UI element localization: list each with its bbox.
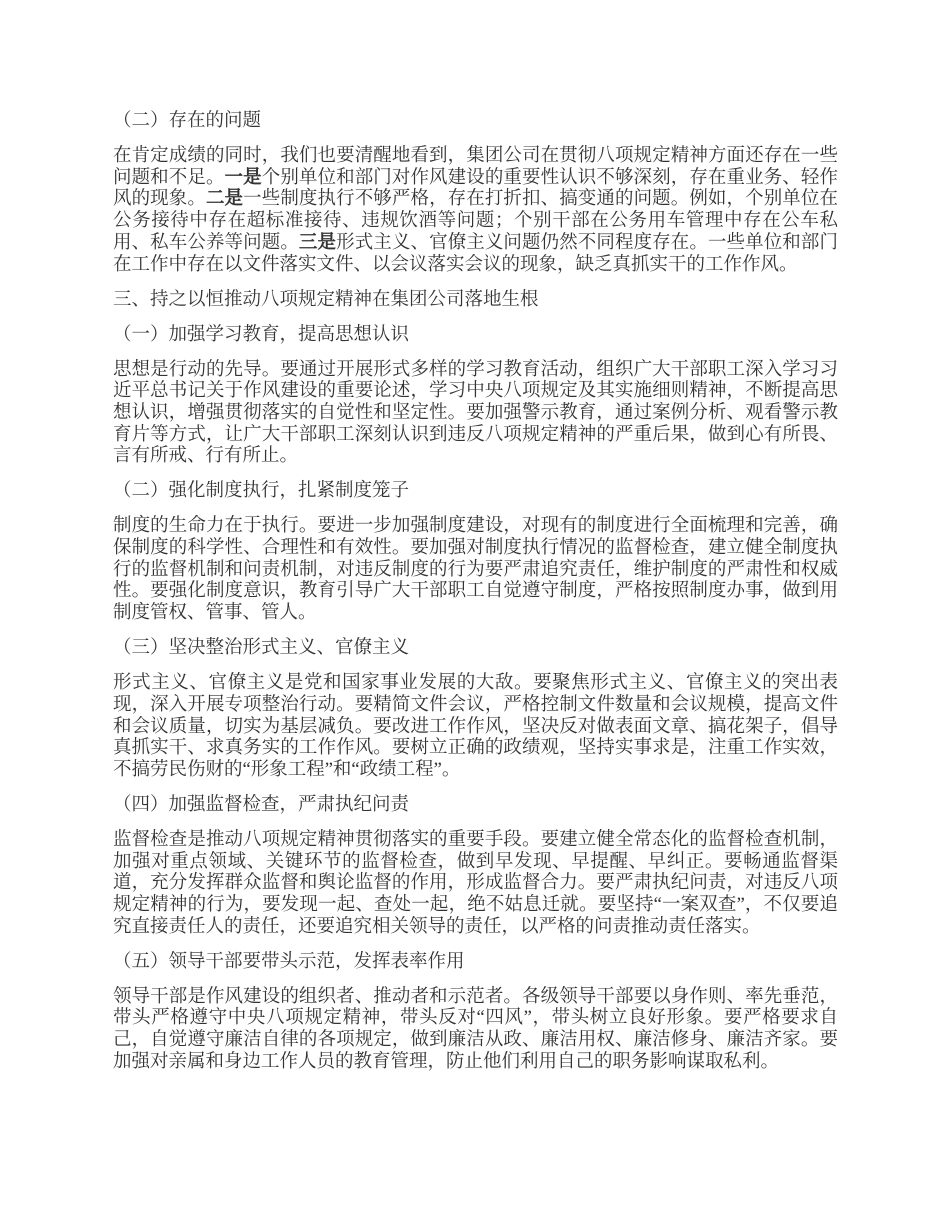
bold-text-run: 三是 bbox=[298, 232, 337, 253]
bold-text-run: 二是 bbox=[205, 189, 244, 210]
section-heading bbox=[113, 481, 838, 503]
body-paragraph bbox=[113, 360, 838, 469]
section-heading bbox=[113, 795, 838, 817]
text-run: （三）坚决整治形式主义、官僚主义 bbox=[113, 638, 410, 659]
section-heading bbox=[113, 111, 838, 133]
section-heading bbox=[113, 290, 838, 312]
text-run: 领导干部是作风建设的组织者、推动者和示范者。各级领导干部要以身作则、率先垂范，带头严格遵守中央八项规定精神，带头反对“四风”，带头树立良好形象。要严格要求自己，自觉遵守廉洁自律的各项规定，做到廉洁从政、廉洁用权、廉洁修身、廉洁齐家。要加强对亲属和身边工作人员的教育管理，防止他们利用自己的职务影响谋取私利。 bbox=[113, 986, 838, 1072]
text-run: 个别单位和部门对作风建设的重要性认识不够深刻，存在重业务、轻作风的现象。 bbox=[113, 167, 838, 210]
text-run: （五）领导干部要带头示范，发挥表率作用 bbox=[113, 951, 465, 972]
text-run: （二）强化制度执行，扎紧制度笼子 bbox=[113, 481, 410, 502]
section-heading bbox=[113, 638, 838, 660]
text-run: 形式主义、官僚主义问题仍然不同程度存在。一些单位和部门在工作中存在以文件落实文件、以会议落实会议的现象，缺乏真抓实干的工作作风。 bbox=[113, 232, 838, 275]
section-heading bbox=[113, 325, 838, 347]
text-run: 思想是行动的先导。要通过开展形式多样的学习教育活动，组织广大干部职工深入学习习近平总书记关于作风建设的重要论述，学习中央八项规定及其实施细则精神，不断提高思想认识，增强贯彻落实的自觉性和坚定性。要加强警示教育，通过案例分析、观看警示教育片等方式，让广大干部职工深刻认识到违反八项规定精神的严重后果，做到心有所畏、言有所戒、行有所止。 bbox=[113, 359, 838, 467]
text-run: 一些制度执行不够严格，存在打折扣、搞变通的问题。例如，个别单位在公务接待中存在超标准接待、违规饮酒等问题；个别干部在公务用车管理中存在公车私用、私车公养等问题。 bbox=[113, 189, 838, 253]
section-heading bbox=[113, 952, 838, 974]
body-paragraph bbox=[113, 146, 838, 276]
text-run: 制度的生命力在于执行。要进一步加强制度建设，对现有的制度进行全面梳理和完善，确保制度的科学性、合理性和有效性。要加强对制度执行情况的监督检查，建立健全制度执行的监督机制和问责机制，对违反制度的行为要严肃追究责任，维护制度的严肃性和权威性。要强化制度意识，教育引导广大干部职工自觉遵守制度，严格按照制度办事，做到用制度管权、管事、管人。 bbox=[113, 516, 838, 624]
text-run: （二）存在的问题 bbox=[113, 111, 262, 131]
text-run: 形式主义、官僚主义是党和国家事业发展的大敌。要聚焦形式主义、官僚主义的突出表现，深入开展专项整治行动。要精简文件会议，严格控制文件数量和会议规模，提高文件和会议质量，切实为基层减负。要改进工作作风，坚决反对做表面文章、搞花架子，倡导真抓实干、求真务实的工作作风。要树立正确的政绩观，坚持实事求是，注重工作实效，不搞劳民伤财的“形象工程”和“政绩工程”。 bbox=[113, 673, 838, 780]
text-run: （四）加强监督检查，严肃执纪问责 bbox=[113, 794, 410, 815]
body-paragraph bbox=[113, 830, 838, 939]
text-run: 在肯定成绩的同时，我们也要清醒地看到，集团公司在贯彻八项规定精神方面还存在一些问题和不足。 bbox=[113, 146, 838, 188]
body-paragraph bbox=[113, 516, 838, 625]
text-run: （一）加强学习教育，提高思想认识 bbox=[113, 324, 410, 345]
body-paragraph bbox=[113, 987, 838, 1074]
text-run: 监督检查是推动八项规定精神贯彻落实的重要手段。要建立健全常态化的监督检查机制，加强对重点领域、关键环节的监督检查，做到早发现、早提醒、早纠正。要畅通监督渠道，充分发挥群众监督和舆论监督的作用，形成监督合力。要严肃执纪问责，对违反八项规定精神的行为，要发现一起、查处一起，绝不姑息迁就。要坚持“一案双查”，不仅要追究直接责任人的责任，还要追究相关领导的责任，以严格的问责推动责任落实。 bbox=[113, 829, 838, 937]
bold-text-run: 一是 bbox=[224, 167, 262, 188]
body-paragraph bbox=[113, 673, 838, 782]
text-run: 三、持之以恒推动八项规定精神在集团公司落地生根 bbox=[113, 289, 539, 310]
